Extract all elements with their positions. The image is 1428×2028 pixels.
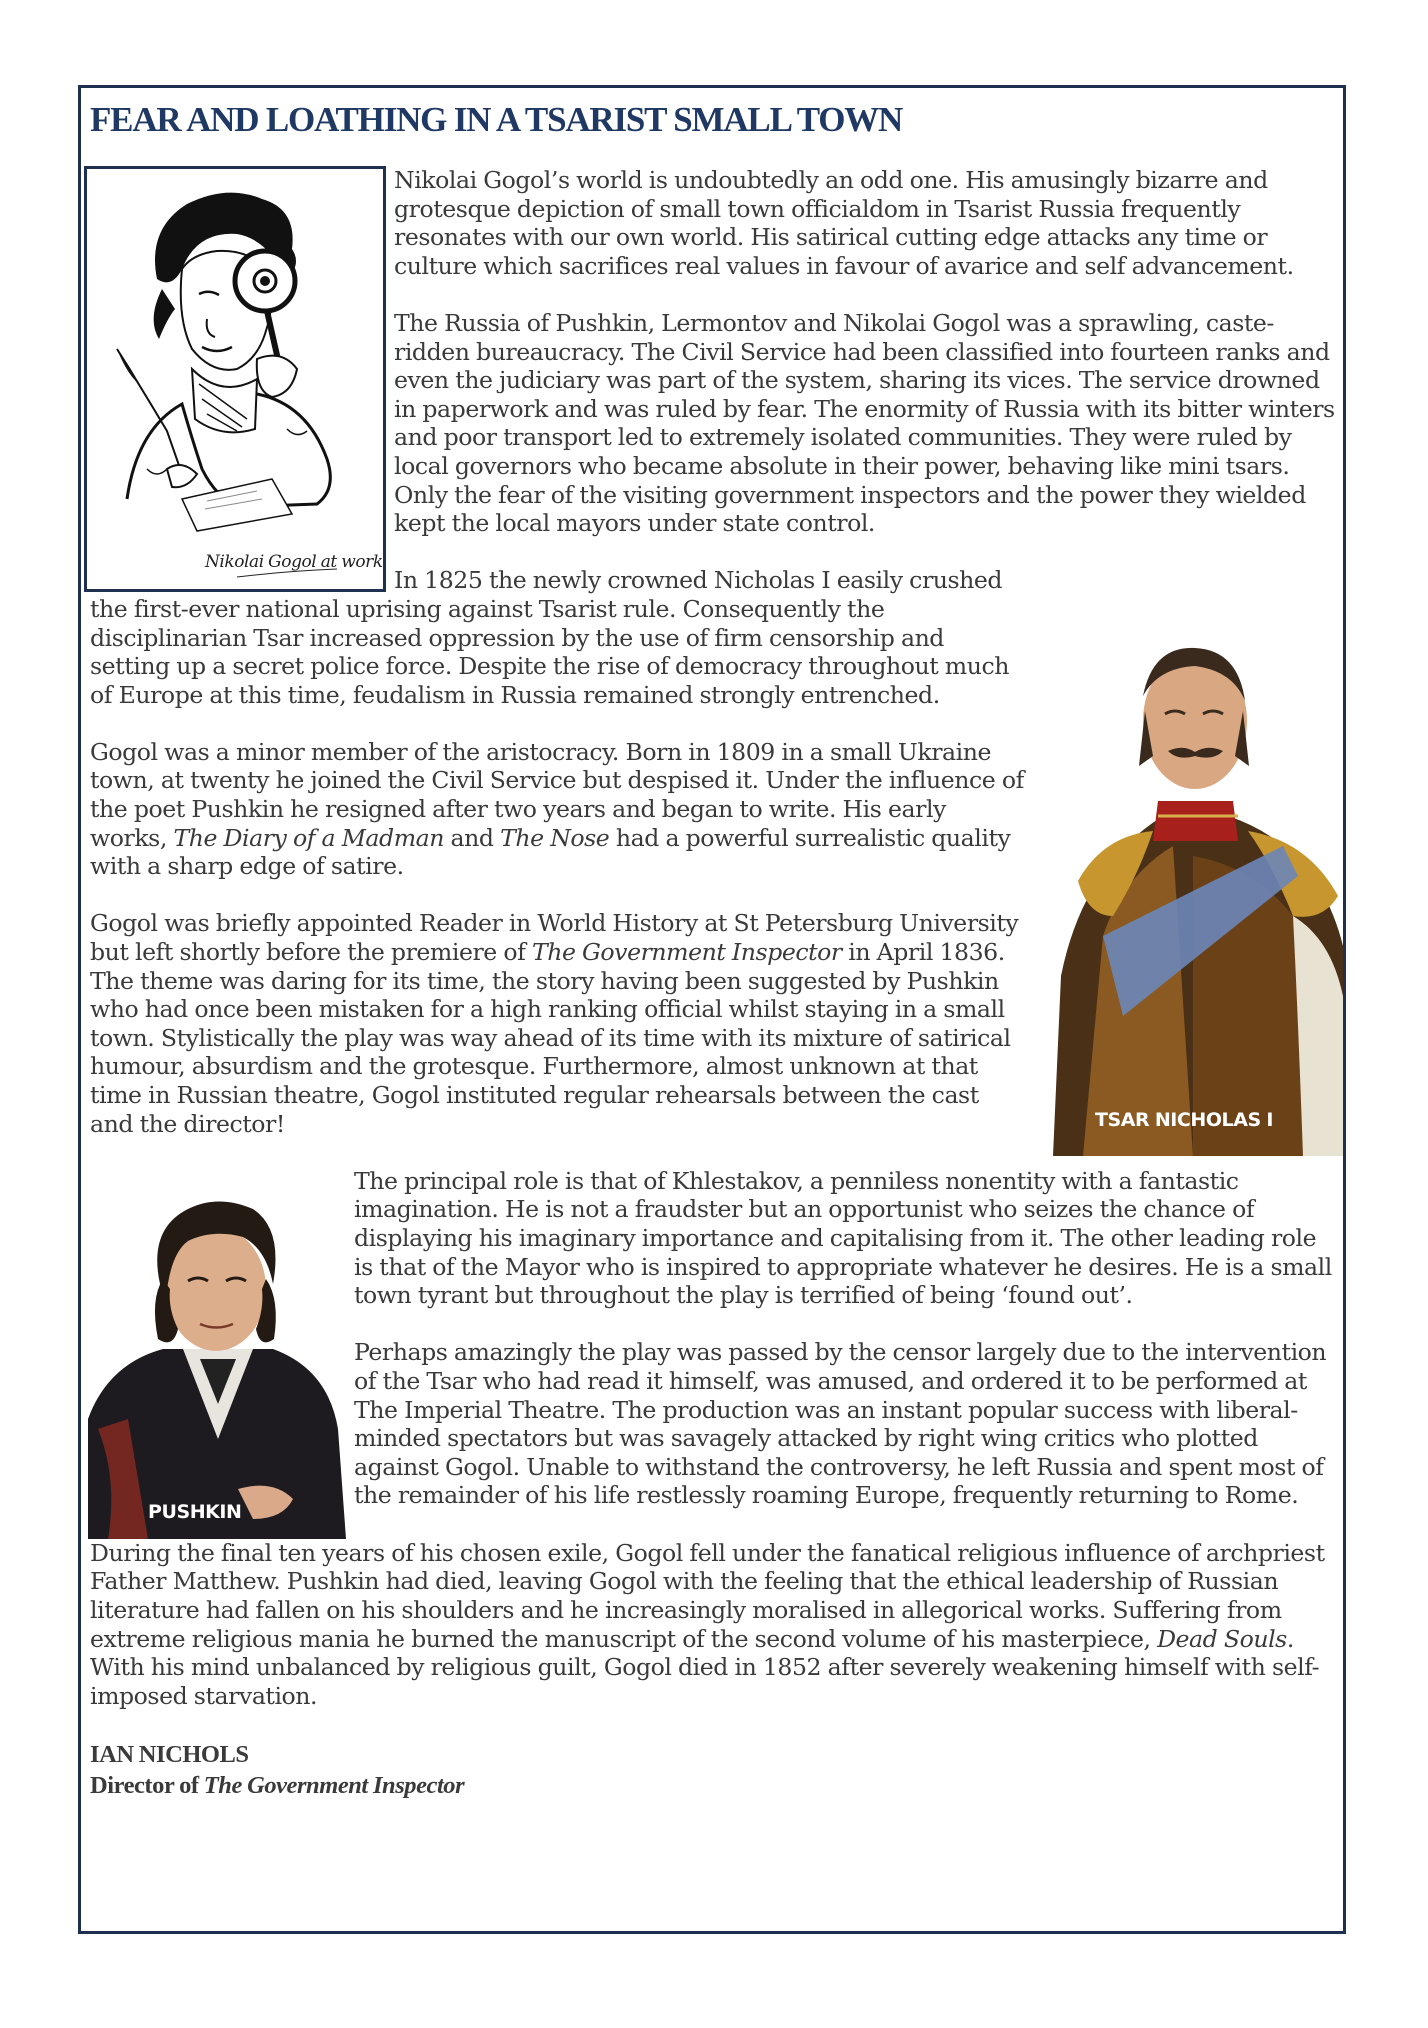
tsar-portrait-icon [1043,616,1346,1156]
author-role [90,1770,1335,1801]
author-role-prefix: Director of [90,1771,204,1799]
paragraph-1: Nikolai Gogol’s world is undoubtedly an odd one. His amusingly bizarre and grotesque depiction of small town officialdom in Tsarist Russia frequently resonates with our own world. His satirical cutting edge attacks any time or culture which sacrifices real values in favour of avarice and self advancement. [394,166,1294,280]
tsar-caption: TSAR NICHOLAS I [1095,1109,1273,1132]
paragraph-8 [90,1539,1335,1711]
article-title: FEAR AND LOATHING IN A TSARIST SMALL TOWN [90,100,903,139]
paragraph-7: Perhaps amazingly the play was passed by the censor largely due to the intervention of the Tsar who had read it himself, was amused, and ordered it to be performed at The Imperial Theatre. The production was an instant popular success with liberal-minded spectators but was savagely attacked by right wing critics who plotted against Gogol. Unable to withstand the controversy, he left Russia and spent most of the remainder of his life restlessly roaming Europe, frequently returning to Rome. [354,1338,1327,1510]
author-role-work: The Government Inspector [203,1771,465,1799]
author-name: IAN NICHOLS [90,1740,249,1768]
paragraph-5-text-a: Gogol was briefly appointed Reader in World History at St Petersburg University but left shortly before the premiere of [90,909,1019,967]
sketch-inscription: Nikolai Gogol at work [205,552,383,572]
article-frame [78,85,1346,1934]
paragraph-5-text-b: in April 1836. The theme was daring for its time, the story having been suggested by Pushkin who had once been mistaken for a high ranking official whilst staying in a small town. Stylistically the play was way ahead of its time with its mixture of satirical humour, absurdism and the grotesque. Furthermore, almost unknown at that time in Russian theatre, Gogol instituted regular rehearsals between the cast and the director! [90,938,1011,1138]
paragraph-3: In 1825 the newly crowned Nicholas I easily crushed the first-ever national uprising against Tsarist rule. Consequently the disciplinarian Tsar increased oppression by the use of firm censorship and setting up a secret police force. Despite the rise of democracy throughout much of Europe at this time, feudalism in Russia remained strongly entrenched. [90,566,1009,709]
paragraph-4-text-c: had a powerful surrealistic quality with a sharp edge of satire. [90,823,1011,881]
work-title-nose: The Nose [500,823,610,852]
pushkin-portrait-figure [88,1189,346,1539]
author-signature [90,1739,1335,1801]
work-title-diary: The Diary of a Madman [173,823,444,852]
tsar-portrait-figure [1043,616,1346,1156]
paragraph-8-text-b: . With his mind unbalanced by religious guilt, Gogol died in 1852 after severely weakening himself with self-imposed starvation. [90,1624,1320,1710]
paragraph-2: The Russia of Pushkin, Lermontov and Nikolai Gogol was a sprawling, caste-ridden bureaucracy. The Civil Service had been classified into fourteen ranks and even the judiciary was part of the system, sharing its vices. The service drowned in paperwork and was ruled by fear. The enormity of Russia with its bitter winters and poor transport led to extremely isolated communities. They were ruled by local governors who became absolute in their power, behaving like mini tsars. Only the fear of the visiting government inspectors and the power they wielded kept the local mayors under state control. [394,308,1335,538]
gogol-sketch-icon [87,169,383,589]
gogol-sketch-figure [84,166,386,592]
paragraph-4-text-b: and [443,823,501,852]
work-title-inspector: The Government Inspector [531,938,842,967]
paragraph-8-text-a: During the final ten years of his chosen exile, Gogol fell under the fanatical religious influence of archpriest Father Matthew. Pushkin had died, leaving Gogol with the feeling that the ethical leadership of Russian literature had fallen on his shoulders and he increasingly moralised in allegorical works. Suffering from extreme religious mania he burned the manuscript of the second volume of his masterpiece, [90,1538,1325,1653]
paragraph-4-text-a: Gogol was a minor member of the aristocracy. Born in 1809 in a small Ukraine town, at twenty he joined the Civil Service but despised it. Under the influence of the poet Pushkin he resigned after two years and began to write. His early works, [90,737,1024,852]
pushkin-caption: PUSHKIN [148,1500,242,1523]
pushkin-portrait-icon [88,1189,346,1539]
work-title-dead-souls: Dead Souls [1157,1624,1287,1653]
paragraph-6: The principal role is that of Khlestakov, a penniless nonentity with a fantastic imagination. He is not a fraudster but an opportunist who seizes the chance of displaying his imaginary importance and capitalising from it. The other leading role is that of the Mayor who is inspired to appropriate whatever he desires. He is a small town tyrant but throughout the play is terrified of being ‘found out’. [354,1166,1332,1310]
article-body [90,166,1335,1801]
